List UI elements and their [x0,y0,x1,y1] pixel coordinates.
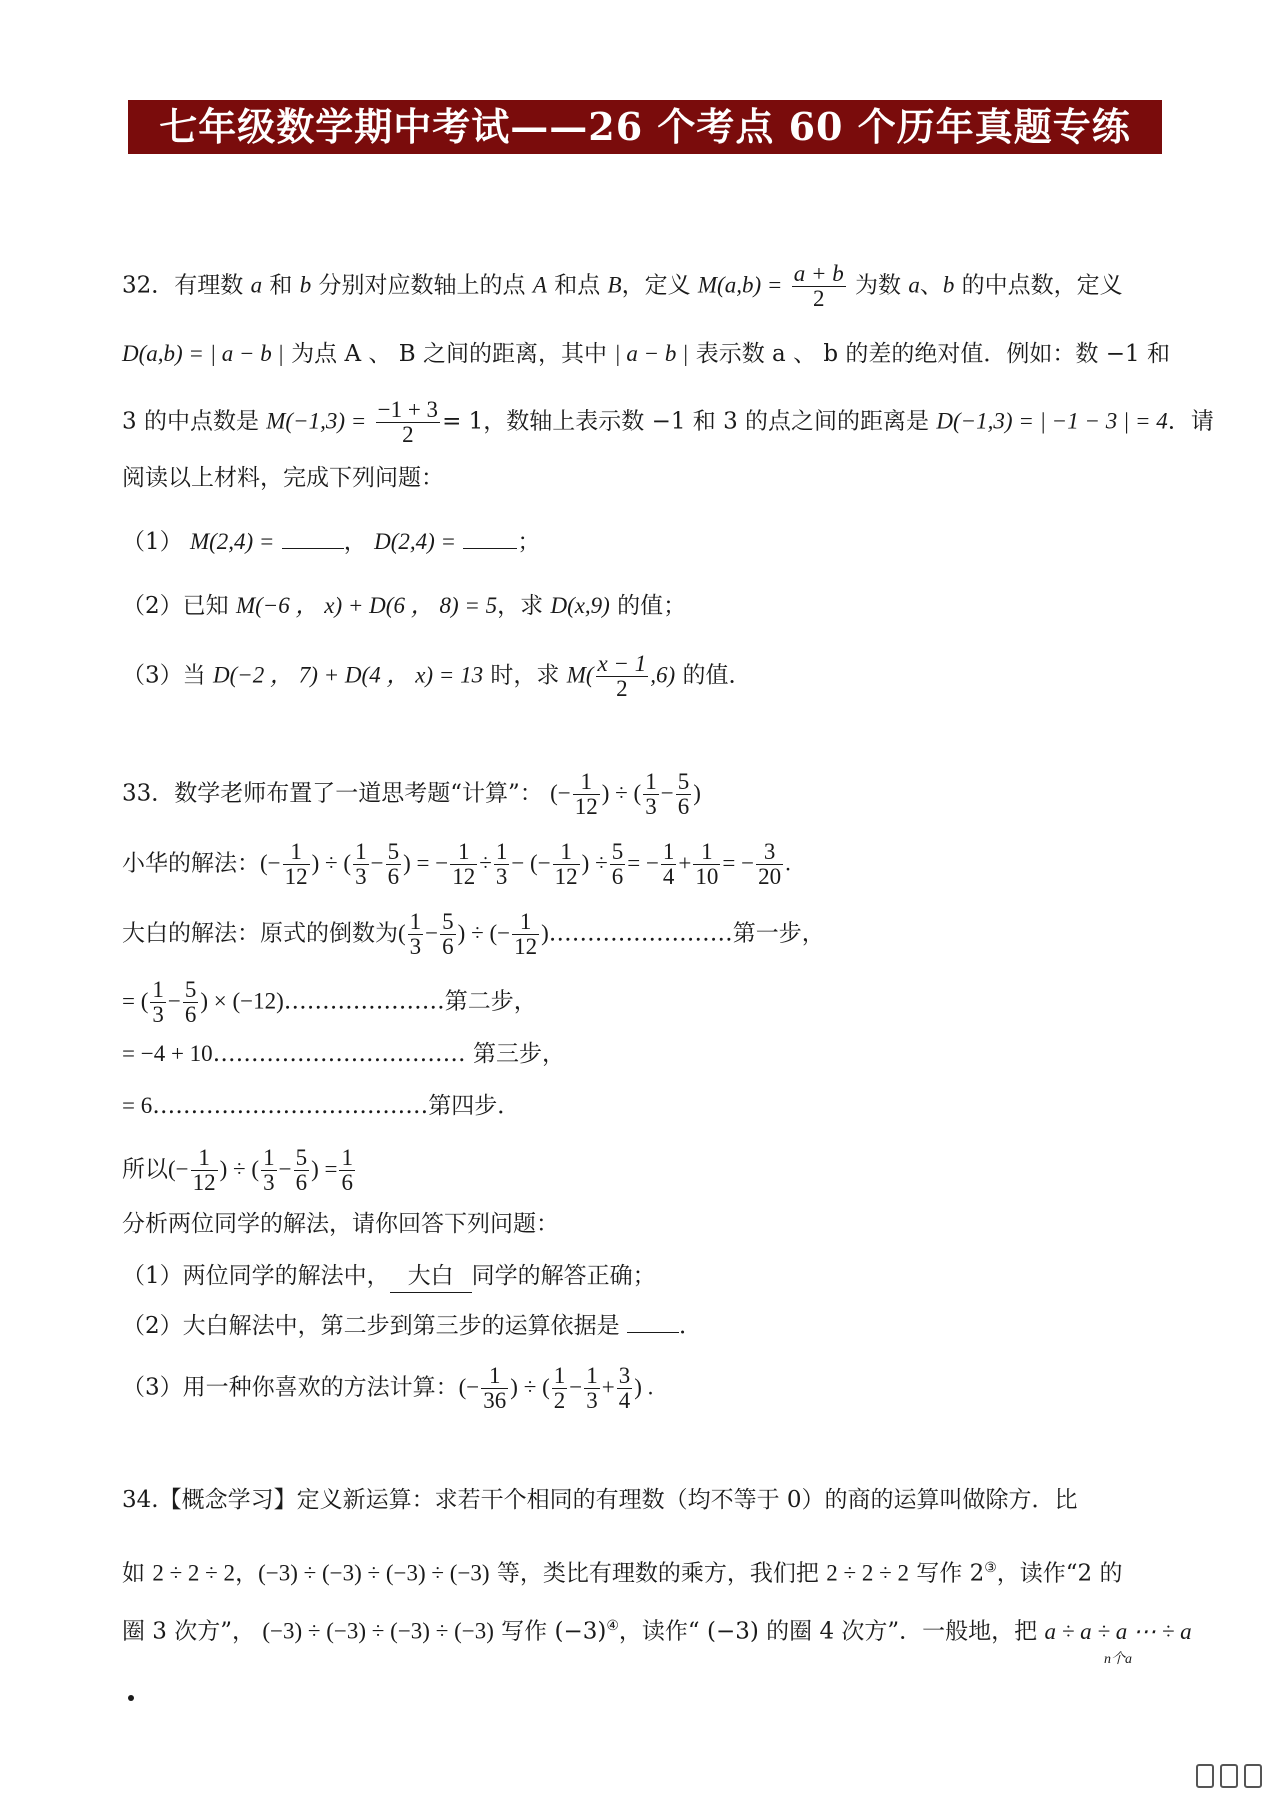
q33-dabai-step-2: = ( $\frac{1}{3}$ − $\frac{5}{6}$ ) × (−12)…………………第二步， [122,977,537,1028]
page-icon[interactable] [1220,1764,1238,1788]
answer-blank[interactable] [627,1332,679,1333]
q32-line-1: 32．有理数 a 和 b 分别对应数轴上的点 A 和点 B，定义 M(a,b) = $\frac{a + b}{2}$ 为数 a、b 的中点数，定义 [122,261,1123,312]
page-title: 七年级数学期中考试——26 个考点 60 个历年真题专练 [128,100,1162,154]
filled-answer: 大白 [390,1260,472,1293]
q32-part-1: （1） M(2,4) = ， D(2,4) = ； [122,529,541,555]
answer-blank[interactable] [282,548,344,549]
q32-example-fraction: $\frac{-1 + 3}{2}$ [377,397,439,448]
q33-question-1: （1）两位同学的解法中， 大白 同学的解答正确； [122,1260,656,1293]
q32-line-4: 阅读以上材料，完成下列问题： [122,465,444,491]
q33-question-2: （2）大白解法中，第二步到第三步的运算依据是 ． [122,1313,702,1339]
page-icon[interactable] [1196,1764,1214,1788]
q33-xiaohua-solution: 小华的解法：(− $\frac{1}{12}$ ) ÷ ( $\frac{1}{3}$ − $\frac{5}{6}$ ) = − $\frac{1}{12}$ ÷ $\frac{1}{3}$ − (− $\frac{1}{12}$ ) ÷ $\frac{5}{6}$ = − $\frac{1}{4}$ + $\frac{1}{10}$ = − $\frac{3}{20}$ . [122,839,791,890]
q32-line-2: D(a,b) = | a − b | 为点 A 、 B 之间的距离，其中 | a − b | 表示数 a 、 b 的差的绝对值．例如：数 −1 和 [122,341,1170,367]
q33-conclusion: 所以(− $\frac{1}{12}$ ) ÷ ( $\frac{1}{3}$ − $\frac{5}{6}$ ) = $\frac{1}{6}$ [122,1145,353,1196]
q32-part-2: （2）已知 M(−6 ， x) + D(6 ， 8) = 5，求 D(x,9) 的值； [122,593,687,619]
answer-blank[interactable] [463,548,517,549]
q33-question-3: （3）用一种你喜欢的方法计算：(− $\frac{1}{36}$ ) ÷ ( $\frac{1}{2}$ − $\frac{1}{3}$ + $\frac{3}{4}$ ) . [122,1363,654,1414]
q34-line-2: 如 2 ÷ 2 ÷ 2，(−3) ÷ (−3) ÷ (−3) ÷ (−3) 等，类比有理数的乘方，我们把 2 ÷ 2 ÷ 2 写作 2③，读作“2 的 [122,1560,1123,1587]
q34-line-3: 圈 3 次方”， (−3) ÷ (−3) ÷ (−3) ÷ (−3) 写作 (−3)④，读作“ (−3) 的圈 4 次方”．一般地，把 a ÷ a ÷ a ⋯ ÷ a n个a [122,1610,1192,1648]
q32-line-3: 3 的中点数是 M(−1,3) = $\frac{-1 + 3}{2}$ = 1，数轴上表示数 −1 和 3 的点之间的距离是 D(−1,3) = | −1 − 3 | = 4．请 [122,397,1214,448]
q34-line-1: 34.【概念学习】定义新运算：求若干个相同的有理数（均不等于 0）的商的运算叫做除方．比 [122,1487,1078,1513]
q32-part-3: （3）当 D(−2 ， 7) + D(4 ， x) = 13 时，求 M( $\frac{x - 1}{2}$ ,6) 的值． [122,651,752,702]
q33-dabai-step-4: = 6………………………………第四步． [122,1093,521,1119]
q33-line-1: 33．数学老师布置了一道思考题“计算”： (− $\frac{1}{12}$ ) ÷ ( $\frac{1}{3}$ − $\frac{5}{6}$ ) [122,769,701,820]
q33-dabai-step-3: = −4 + 10…………………………… 第三步， [122,1041,565,1067]
viewer-toolbar [1196,1764,1262,1788]
q33-analyze: 分析两位同学的解法，请你回答下列问题： [122,1211,559,1237]
q33-dabai-step-1: 大白的解法：原式的倒数为( $\frac{1}{3}$ − $\frac{5}{6}$ ) ÷ (− $\frac{1}{12}$ )……………………第一步， [122,909,825,960]
page-icon[interactable] [1244,1764,1262,1788]
n-copies-note: n个a [1104,1651,1133,1667]
q32-midpoint-fraction: $\frac{a + b}{2}$ [793,261,844,312]
bullet-dot [128,1695,134,1701]
